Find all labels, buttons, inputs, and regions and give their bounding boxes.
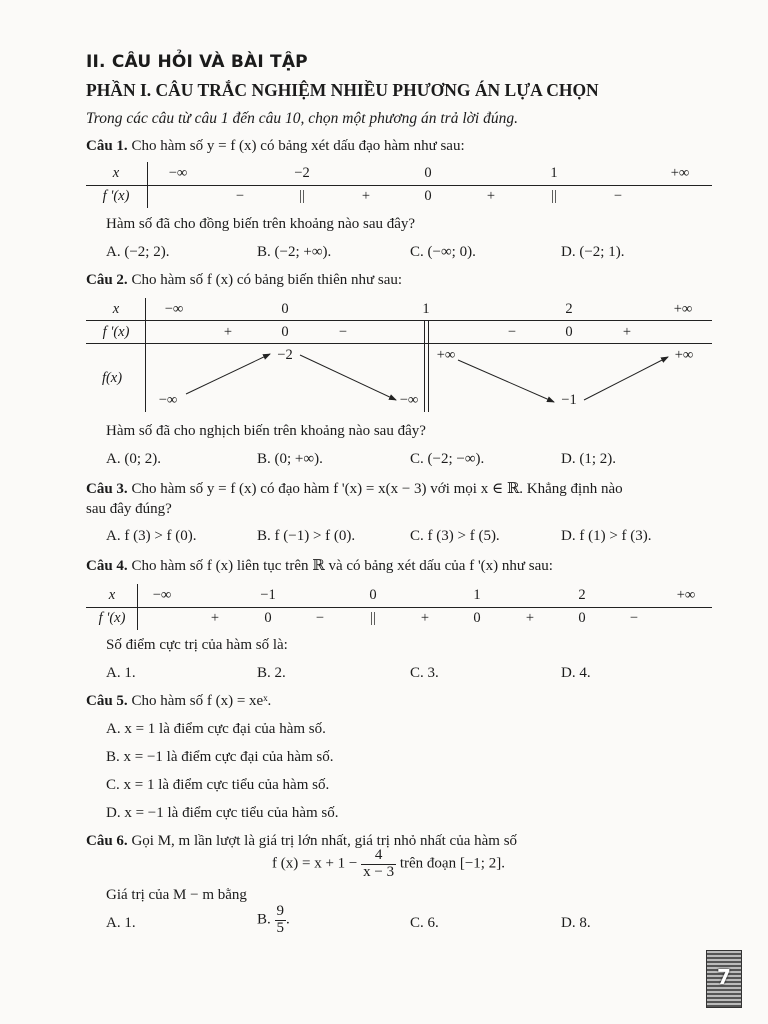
formula-fraction bbox=[361, 848, 396, 881]
question-1-option-d[interactable]: D. (−2; 1). bbox=[561, 244, 625, 260]
table-2-sign: + bbox=[622, 324, 632, 340]
instructions: Trong các câu từ câu 1 đến câu 10, chọn một phương án trả lời đúng. bbox=[86, 110, 518, 127]
table-4-sign: + bbox=[210, 610, 220, 626]
table-1-x-label: x bbox=[112, 165, 120, 181]
option-b-numerator: 9 bbox=[276, 903, 285, 919]
option-b-label: B. bbox=[257, 911, 271, 928]
question-3-text-continued: sau đây đúng? bbox=[86, 501, 172, 517]
table-4-sign: || bbox=[370, 610, 376, 626]
question-5-option-b[interactable]: B. x = −1 là điểm cực đại của hàm số. bbox=[106, 749, 334, 765]
question-3-label: Câu 3. bbox=[86, 481, 128, 497]
table-4-sign: − bbox=[315, 610, 325, 626]
question-5-option-d[interactable]: D. x = −1 là điểm cực tiểu của hàm số. bbox=[106, 805, 339, 821]
table-1-sign: 0 bbox=[424, 188, 432, 204]
question-1-option-a[interactable]: A. (−2; 2). bbox=[106, 244, 170, 260]
question-6-option-b[interactable] bbox=[257, 904, 290, 937]
question-2-option-a[interactable]: A. (0; 2). bbox=[106, 451, 161, 467]
table-2-x-label: x bbox=[112, 301, 120, 317]
page-number-tab bbox=[706, 950, 742, 1008]
formula-left: f (x) = x + 1 − bbox=[272, 855, 358, 872]
question-4-label: Câu 4. bbox=[86, 558, 128, 574]
table-2-sign: 0 bbox=[281, 324, 289, 340]
part-title: PHẦN I. CÂU TRẮC NGHIỆM NHIỀU PHƯƠNG ÁN LỰA CHỌN bbox=[86, 80, 599, 100]
table-2-sign: 0 bbox=[565, 324, 573, 340]
question-6-option-d[interactable]: D. 8. bbox=[561, 915, 591, 931]
question-5-label: Câu 5. bbox=[86, 693, 128, 709]
formula-numerator: 4 bbox=[361, 848, 396, 865]
table-4-sign: − bbox=[629, 610, 639, 626]
table-4-x-label: x bbox=[108, 587, 116, 603]
question-5-text: Cho hàm số f (x) = xeˣ. bbox=[131, 693, 272, 709]
option-b-denominator: 5 bbox=[276, 919, 285, 936]
table-4-sign: 0 bbox=[578, 610, 586, 626]
table-4-column-divider bbox=[137, 584, 138, 630]
formula-right: trên đoạn [−1; 2]. bbox=[399, 855, 505, 872]
table-4-sign: 0 bbox=[264, 610, 272, 626]
table-4-x: +∞ bbox=[676, 587, 696, 603]
table-1-x: −∞ bbox=[168, 165, 188, 181]
question-6-prompt: Giá trị của M − m bằng bbox=[106, 887, 247, 903]
option-b-period: . bbox=[286, 911, 290, 928]
table-2-f-value: −2 bbox=[277, 347, 293, 363]
question-4-prompt: Số điểm cực trị của hàm số là: bbox=[106, 637, 288, 653]
table-2-f-value: −1 bbox=[561, 392, 577, 408]
table-1-sign: || bbox=[551, 188, 557, 204]
question-3-text: Cho hàm số y = f (x) có đạo hàm f '(x) = x(x − 3) với mọi x ∈ ℝ. Khẳng định nào bbox=[131, 481, 623, 497]
table-1-x: 1 bbox=[550, 165, 558, 181]
table-1-sign: − bbox=[613, 188, 623, 204]
question-2-label: Câu 2. bbox=[86, 272, 128, 288]
question-6-text: Gọi M, m lần lượt là giá trị lớn nhất, giá trị nhỏ nhất của hàm số bbox=[131, 833, 518, 849]
decreasing-arrow bbox=[458, 360, 554, 402]
table-4-x: −∞ bbox=[152, 587, 172, 603]
question-5-option-c[interactable]: C. x = 1 là điểm cực tiểu của hàm số. bbox=[106, 777, 330, 793]
question-4-option-a[interactable]: A. 1. bbox=[106, 665, 136, 681]
question-1-text: Cho hàm số y = f (x) có bảng xét dấu đạo hàm như sau: bbox=[131, 138, 465, 154]
table-4-divider bbox=[86, 607, 712, 608]
question-5-option-a[interactable]: A. x = 1 là điểm cực đại của hàm số. bbox=[106, 721, 326, 737]
question-2-option-d[interactable]: D. (1; 2). bbox=[561, 451, 616, 467]
question-3-option-a[interactable]: A. f (3) > f (0). bbox=[106, 528, 197, 544]
table-4-x: 0 bbox=[369, 587, 377, 603]
question-5 bbox=[86, 693, 271, 710]
question-4 bbox=[86, 556, 553, 575]
question-3 bbox=[86, 479, 623, 498]
table-2-f-value: +∞ bbox=[674, 347, 694, 363]
table-4-sign: + bbox=[420, 610, 430, 626]
formula-denominator: x − 3 bbox=[363, 863, 395, 880]
question-3-option-c[interactable]: C. f (3) > f (5). bbox=[410, 528, 500, 544]
question-4-option-d[interactable]: D. 4. bbox=[561, 665, 591, 681]
section-header: II. CÂU HỎI VÀ BÀI TẬP bbox=[86, 52, 308, 72]
table-2-x: 2 bbox=[565, 301, 573, 317]
question-1-label: Câu 1. bbox=[86, 138, 128, 154]
decreasing-arrow bbox=[300, 355, 396, 400]
increasing-arrow bbox=[584, 357, 668, 400]
table-1-fp-label: f '(x) bbox=[102, 188, 130, 204]
question-2-prompt: Hàm số đã cho nghịch biến trên khoảng nào sau đây? bbox=[106, 423, 426, 439]
table-1-x: 0 bbox=[424, 165, 432, 181]
table-2-f-value: −∞ bbox=[158, 392, 178, 408]
page-number: 7 bbox=[717, 965, 731, 989]
table-1-sign: − bbox=[235, 188, 245, 204]
table-2-f-value: −∞ bbox=[399, 392, 419, 408]
table-2-x: 1 bbox=[422, 301, 430, 317]
question-1-option-c[interactable]: C. (−∞; 0). bbox=[410, 244, 476, 260]
table-4-sign: + bbox=[525, 610, 535, 626]
question-3-option-d[interactable]: D. f (1) > f (3). bbox=[561, 528, 652, 544]
table-4-fp-label: f '(x) bbox=[98, 610, 126, 626]
option-b-fraction bbox=[275, 904, 287, 937]
question-1-option-b[interactable]: B. (−2; +∞). bbox=[257, 244, 332, 260]
table-2-f-value: +∞ bbox=[436, 347, 456, 363]
table-2-sign: − bbox=[338, 324, 348, 340]
table-4-x: 2 bbox=[578, 587, 586, 603]
question-4-option-c[interactable]: C. 3. bbox=[410, 665, 439, 681]
table-2-sign: + bbox=[223, 324, 233, 340]
question-6-option-a[interactable]: A. 1. bbox=[106, 915, 136, 931]
table-1-sign: || bbox=[299, 188, 305, 204]
table-2-sign: − bbox=[507, 324, 517, 340]
question-2-option-c[interactable]: C. (−2; −∞). bbox=[410, 451, 485, 467]
table-1-sign: + bbox=[361, 188, 371, 204]
table-1-x: +∞ bbox=[670, 165, 690, 181]
table-2-fp-label: f '(x) bbox=[102, 324, 130, 340]
question-6-formula bbox=[272, 848, 505, 881]
question-1-prompt: Hàm số đã cho đồng biến trên khoảng nào sau đây? bbox=[106, 216, 416, 232]
table-4-sign: 0 bbox=[473, 610, 481, 626]
table-2-x: −∞ bbox=[164, 301, 184, 317]
question-2-option-b[interactable]: B. (0; +∞). bbox=[257, 451, 323, 467]
table-2-f-label: f(x) bbox=[101, 370, 123, 386]
table-2-x: 0 bbox=[281, 301, 289, 317]
table-1-sign: + bbox=[486, 188, 496, 204]
increasing-arrow bbox=[186, 354, 270, 394]
table-4-x: 1 bbox=[473, 587, 481, 603]
table-4-x: −1 bbox=[260, 587, 276, 603]
question-6-label: Câu 6. bbox=[86, 833, 128, 849]
question-2-text: Cho hàm số f (x) có bảng biến thiên như sau: bbox=[131, 272, 403, 288]
question-4-option-b[interactable]: B. 2. bbox=[257, 665, 286, 681]
table-2-x: +∞ bbox=[673, 301, 693, 317]
question-6-option-c[interactable]: C. 6. bbox=[410, 915, 439, 931]
table-1-x: −2 bbox=[294, 165, 310, 181]
question-4-text: Cho hàm số f (x) liên tục trên ℝ và có bảng xét dấu của f '(x) như sau: bbox=[131, 558, 553, 574]
question-3-option-b[interactable]: B. f (−1) > f (0). bbox=[257, 528, 356, 544]
